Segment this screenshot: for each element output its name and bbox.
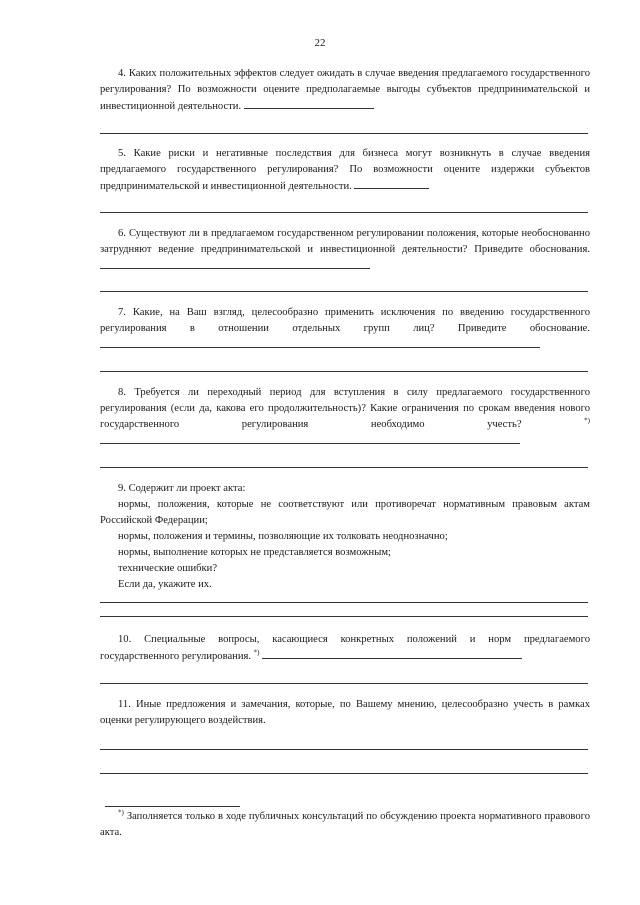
answer-line-9b[interactable] — [100, 616, 588, 617]
question-6-text: 6. Существуют ли в предлагаемом государственном регулировании положения, которые необоснованно затрудняют ведение предпринимательской и инвестиционной деятельности? Приведите обоснования. — [100, 228, 590, 255]
answer-field-6[interactable] — [100, 258, 370, 269]
question-9-item-4: технические ошибки? — [118, 563, 218, 574]
question-6 — [100, 226, 590, 275]
question-10-text: 10. Специальные вопросы, касающиеся конкретных положений и норм предлагаемого государственного регулирования. — [100, 634, 590, 662]
question-7-text: 7. Какие, на Ваш взгляд, целесообразно применить исключения по введению государственного регулирования в отношении отдельных групп лиц? Приведите обоснование. — [100, 307, 590, 334]
answer-line-4[interactable] — [100, 133, 588, 134]
question-9 — [100, 481, 590, 593]
question-10 — [100, 632, 590, 665]
question-9-title: 9. Содержит ли проект акта: — [118, 483, 246, 494]
question-4 — [100, 66, 590, 115]
question-9-item-1: нормы, положения, которые не соответствуют или противоречат нормативным правовым актам Российской Федерации; — [100, 499, 590, 526]
page-number: 22 — [314, 37, 326, 49]
question-8 — [100, 385, 590, 450]
footnote-separator — [105, 806, 240, 807]
footnote-mark-10: *) — [253, 648, 260, 657]
footnote-mark: *) — [118, 808, 124, 817]
footnote-mark-8: *) — [584, 416, 590, 425]
question-8-text: 8. Требуется ли переходный период для вступления в силу предлагаемого государственного регулирования (если да, какова его продолжительность)? Какие ограничения по срокам введения нового государственного регулирования необходимо учесть? — [100, 387, 590, 430]
answer-line-7[interactable] — [100, 371, 588, 372]
answer-line-11a[interactable] — [100, 749, 588, 750]
answer-field-5[interactable] — [354, 178, 429, 189]
answer-field-7[interactable] — [100, 337, 540, 348]
question-5-text: 5. Какие риски и негативные последствия для бизнеса могут возникнуть в случае введения предлагаемого государственного регулирования? По возможности оцените издержки субъектов предпринимательской и инвестиционной деятельности. — [100, 148, 590, 192]
footnote-text: Заполняется только в ходе публичных консультаций по обсуждению проекта нормативного правового акта. — [100, 811, 590, 838]
answer-line-9a[interactable] — [100, 602, 588, 603]
answer-field-10[interactable] — [262, 648, 522, 659]
footnote — [100, 809, 590, 841]
answer-line-8[interactable] — [100, 467, 588, 468]
question-9-item-2: нормы, положения и термины, позволяющие их толковать неоднозначно; — [118, 531, 448, 542]
answer-line-5[interactable] — [100, 212, 588, 213]
answer-line-6[interactable] — [100, 291, 588, 292]
question-9-item-3: нормы, выполнение которых не представляется возможным; — [118, 547, 391, 558]
answer-field-4[interactable] — [244, 98, 374, 109]
question-4-text: 4. Каких положительных эффектов следует ожидать в случае введения предлагаемого государственного регулирования? По возможности оцените предполагаемые выгоды субъектов предпринимательской и инвестиционной деятельности. — [100, 68, 590, 112]
question-9-item-5: Если да, укажите их. — [118, 579, 212, 590]
question-5 — [100, 146, 590, 195]
answer-line-11b[interactable] — [100, 773, 588, 774]
question-11-text: 11. Иные предложения и замечания, которые, по Вашему мнению, целесообразно учесть в рамках оценки регулирующего воздействия. — [100, 699, 590, 726]
question-11 — [100, 697, 590, 729]
answer-line-10[interactable] — [100, 683, 588, 684]
answer-field-8[interactable] — [100, 433, 520, 444]
question-7 — [100, 305, 590, 354]
